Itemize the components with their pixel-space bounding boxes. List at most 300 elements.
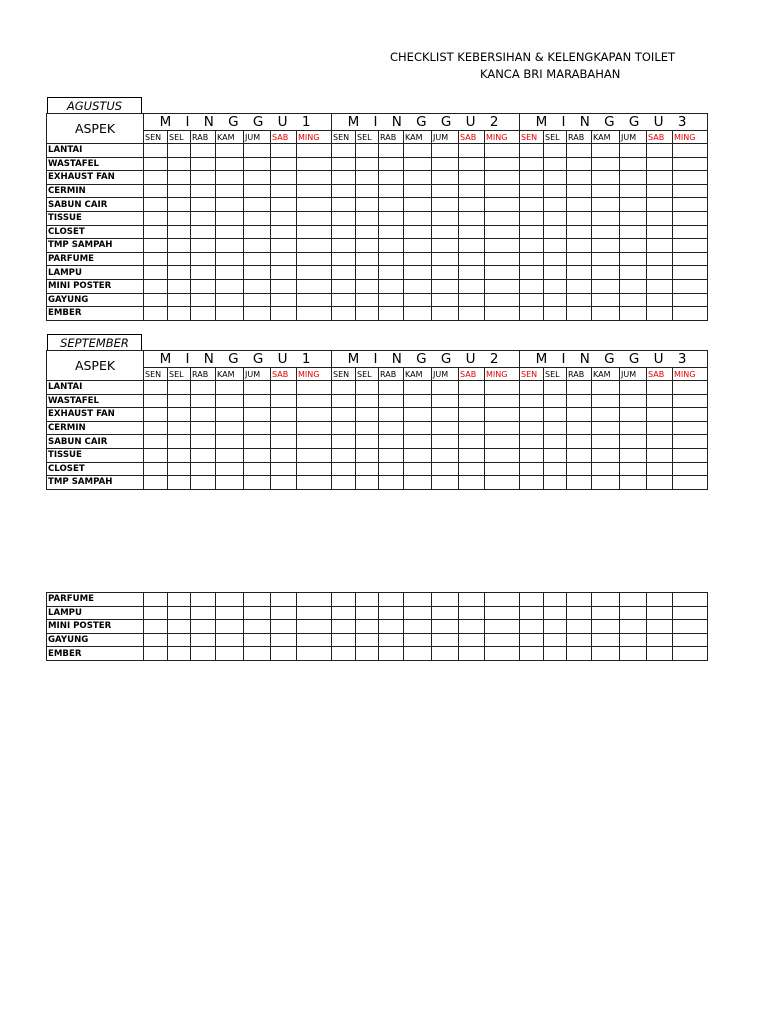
check-cell[interactable] [244,408,271,422]
check-cell[interactable] [647,279,673,293]
check-cell[interactable] [404,633,432,647]
check-cell[interactable] [271,184,297,198]
check-cell[interactable] [459,279,485,293]
check-cell[interactable] [567,266,592,280]
check-cell[interactable] [216,184,244,198]
check-cell[interactable] [592,144,620,158]
check-cell[interactable] [647,293,673,307]
check-cell[interactable] [216,293,244,307]
check-cell[interactable] [244,266,271,280]
check-cell[interactable] [485,279,520,293]
check-cell[interactable] [673,225,708,239]
check-cell[interactable] [485,435,520,449]
check-cell[interactable] [297,647,332,661]
check-cell[interactable] [544,157,567,171]
check-cell[interactable] [144,279,168,293]
check-cell[interactable] [191,408,216,422]
check-cell[interactable] [144,144,168,158]
check-cell[interactable] [356,647,379,661]
check-cell[interactable] [485,157,520,171]
check-cell[interactable] [459,293,485,307]
check-cell[interactable] [216,198,244,212]
check-cell[interactable] [191,144,216,158]
check-cell[interactable] [673,279,708,293]
check-cell[interactable] [620,279,647,293]
check-cell[interactable] [520,157,544,171]
check-cell[interactable] [332,279,356,293]
check-cell[interactable] [485,239,520,253]
check-cell[interactable] [191,593,216,607]
check-cell[interactable] [620,266,647,280]
check-cell[interactable] [485,184,520,198]
check-cell[interactable] [191,225,216,239]
check-cell[interactable] [332,307,356,321]
check-cell[interactable] [520,606,544,620]
check-cell[interactable] [459,239,485,253]
check-cell[interactable] [168,448,191,462]
check-cell[interactable] [271,421,297,435]
check-cell[interactable] [432,184,459,198]
check-cell[interactable] [520,144,544,158]
check-cell[interactable] [432,225,459,239]
check-cell[interactable] [216,421,244,435]
check-cell[interactable] [520,171,544,185]
check-cell[interactable] [271,279,297,293]
check-cell[interactable] [620,633,647,647]
check-cell[interactable] [432,647,459,661]
check-cell[interactable] [168,239,191,253]
check-cell[interactable] [673,435,708,449]
check-cell[interactable] [244,381,271,395]
check-cell[interactable] [244,144,271,158]
check-cell[interactable] [244,394,271,408]
check-cell[interactable] [271,435,297,449]
check-cell[interactable] [647,184,673,198]
check-cell[interactable] [168,647,191,661]
check-cell[interactable] [620,435,647,449]
check-cell[interactable] [216,620,244,634]
check-cell[interactable] [673,184,708,198]
check-cell[interactable] [592,293,620,307]
check-cell[interactable] [673,394,708,408]
check-cell[interactable] [297,381,332,395]
check-cell[interactable] [592,476,620,490]
check-cell[interactable] [567,211,592,225]
check-cell[interactable] [647,266,673,280]
check-cell[interactable] [404,462,432,476]
check-cell[interactable] [459,211,485,225]
check-cell[interactable] [379,144,404,158]
check-cell[interactable] [356,435,379,449]
check-cell[interactable] [647,421,673,435]
check-cell[interactable] [191,647,216,661]
check-cell[interactable] [332,421,356,435]
check-cell[interactable] [520,647,544,661]
check-cell[interactable] [485,211,520,225]
check-cell[interactable] [271,211,297,225]
check-cell[interactable] [297,593,332,607]
check-cell[interactable] [432,381,459,395]
check-cell[interactable] [191,476,216,490]
check-cell[interactable] [485,633,520,647]
check-cell[interactable] [620,252,647,266]
check-cell[interactable] [271,633,297,647]
check-cell[interactable] [191,620,216,634]
check-cell[interactable] [191,279,216,293]
check-cell[interactable] [168,266,191,280]
check-cell[interactable] [544,239,567,253]
check-cell[interactable] [168,633,191,647]
check-cell[interactable] [520,293,544,307]
check-cell[interactable] [332,435,356,449]
check-cell[interactable] [332,647,356,661]
check-cell[interactable] [432,211,459,225]
check-cell[interactable] [544,606,567,620]
check-cell[interactable] [647,307,673,321]
check-cell[interactable] [379,421,404,435]
check-cell[interactable] [356,184,379,198]
check-cell[interactable] [144,252,168,266]
check-cell[interactable] [144,408,168,422]
check-cell[interactable] [673,266,708,280]
check-cell[interactable] [544,144,567,158]
check-cell[interactable] [485,593,520,607]
check-cell[interactable] [332,620,356,634]
check-cell[interactable] [379,307,404,321]
check-cell[interactable] [592,252,620,266]
check-cell[interactable] [332,606,356,620]
check-cell[interactable] [485,198,520,212]
check-cell[interactable] [356,421,379,435]
check-cell[interactable] [216,408,244,422]
check-cell[interactable] [216,211,244,225]
check-cell[interactable] [432,408,459,422]
check-cell[interactable] [191,633,216,647]
check-cell[interactable] [432,606,459,620]
check-cell[interactable] [592,448,620,462]
check-cell[interactable] [673,293,708,307]
check-cell[interactable] [356,593,379,607]
check-cell[interactable] [356,239,379,253]
check-cell[interactable] [567,606,592,620]
check-cell[interactable] [271,252,297,266]
check-cell[interactable] [485,408,520,422]
check-cell[interactable] [544,381,567,395]
check-cell[interactable] [485,606,520,620]
check-cell[interactable] [244,620,271,634]
check-cell[interactable] [592,381,620,395]
check-cell[interactable] [356,225,379,239]
check-cell[interactable] [673,462,708,476]
check-cell[interactable] [647,144,673,158]
check-cell[interactable] [567,435,592,449]
check-cell[interactable] [297,293,332,307]
check-cell[interactable] [432,593,459,607]
check-cell[interactable] [332,171,356,185]
check-cell[interactable] [191,435,216,449]
check-cell[interactable] [404,593,432,607]
check-cell[interactable] [432,279,459,293]
check-cell[interactable] [432,394,459,408]
check-cell[interactable] [485,462,520,476]
check-cell[interactable] [297,198,332,212]
check-cell[interactable] [356,381,379,395]
check-cell[interactable] [620,421,647,435]
check-cell[interactable] [404,279,432,293]
check-cell[interactable] [356,476,379,490]
check-cell[interactable] [379,239,404,253]
check-cell[interactable] [379,279,404,293]
check-cell[interactable] [271,462,297,476]
check-cell[interactable] [168,435,191,449]
check-cell[interactable] [379,408,404,422]
check-cell[interactable] [379,606,404,620]
check-cell[interactable] [216,171,244,185]
check-cell[interactable] [567,620,592,634]
check-cell[interactable] [404,171,432,185]
check-cell[interactable] [168,408,191,422]
check-cell[interactable] [271,647,297,661]
check-cell[interactable] [168,225,191,239]
check-cell[interactable] [620,293,647,307]
check-cell[interactable] [404,184,432,198]
check-cell[interactable] [144,476,168,490]
check-cell[interactable] [216,435,244,449]
check-cell[interactable] [404,157,432,171]
check-cell[interactable] [673,421,708,435]
check-cell[interactable] [379,633,404,647]
check-cell[interactable] [244,476,271,490]
check-cell[interactable] [567,381,592,395]
check-cell[interactable] [332,211,356,225]
check-cell[interactable] [520,394,544,408]
check-cell[interactable] [620,408,647,422]
check-cell[interactable] [520,211,544,225]
check-cell[interactable] [592,307,620,321]
check-cell[interactable] [567,593,592,607]
check-cell[interactable] [297,448,332,462]
check-cell[interactable] [144,184,168,198]
check-cell[interactable] [144,394,168,408]
check-cell[interactable] [271,157,297,171]
check-cell[interactable] [356,211,379,225]
check-cell[interactable] [379,171,404,185]
check-cell[interactable] [485,448,520,462]
check-cell[interactable] [332,408,356,422]
check-cell[interactable] [379,198,404,212]
check-cell[interactable] [297,266,332,280]
check-cell[interactable] [544,184,567,198]
check-cell[interactable] [432,239,459,253]
check-cell[interactable] [432,157,459,171]
check-cell[interactable] [216,381,244,395]
check-cell[interactable] [544,394,567,408]
check-cell[interactable] [168,184,191,198]
check-cell[interactable] [647,476,673,490]
check-cell[interactable] [520,198,544,212]
check-cell[interactable] [379,252,404,266]
check-cell[interactable] [485,394,520,408]
check-cell[interactable] [297,462,332,476]
check-cell[interactable] [404,198,432,212]
check-cell[interactable] [191,184,216,198]
check-cell[interactable] [544,252,567,266]
check-cell[interactable] [404,211,432,225]
check-cell[interactable] [332,476,356,490]
check-cell[interactable] [244,421,271,435]
check-cell[interactable] [244,211,271,225]
check-cell[interactable] [485,144,520,158]
check-cell[interactable] [144,307,168,321]
check-cell[interactable] [144,593,168,607]
check-cell[interactable] [567,184,592,198]
check-cell[interactable] [379,593,404,607]
check-cell[interactable] [216,252,244,266]
check-cell[interactable] [332,157,356,171]
check-cell[interactable] [379,476,404,490]
check-cell[interactable] [544,408,567,422]
check-cell[interactable] [592,266,620,280]
check-cell[interactable] [216,476,244,490]
check-cell[interactable] [432,633,459,647]
check-cell[interactable] [404,394,432,408]
check-cell[interactable] [567,421,592,435]
check-cell[interactable] [168,394,191,408]
check-cell[interactable] [271,394,297,408]
check-cell[interactable] [544,435,567,449]
check-cell[interactable] [297,252,332,266]
check-cell[interactable] [168,620,191,634]
check-cell[interactable] [379,157,404,171]
check-cell[interactable] [620,239,647,253]
check-cell[interactable] [520,633,544,647]
check-cell[interactable] [168,307,191,321]
check-cell[interactable] [191,421,216,435]
check-cell[interactable] [459,593,485,607]
check-cell[interactable] [567,144,592,158]
check-cell[interactable] [592,239,620,253]
check-cell[interactable] [647,225,673,239]
check-cell[interactable] [520,620,544,634]
check-cell[interactable] [459,408,485,422]
check-cell[interactable] [191,462,216,476]
check-cell[interactable] [332,266,356,280]
check-cell[interactable] [544,448,567,462]
check-cell[interactable] [620,462,647,476]
check-cell[interactable] [485,171,520,185]
check-cell[interactable] [620,171,647,185]
check-cell[interactable] [520,435,544,449]
check-cell[interactable] [592,647,620,661]
check-cell[interactable] [673,171,708,185]
check-cell[interactable] [485,620,520,634]
check-cell[interactable] [485,225,520,239]
check-cell[interactable] [620,593,647,607]
check-cell[interactable] [459,157,485,171]
check-cell[interactable] [459,184,485,198]
check-cell[interactable] [144,266,168,280]
check-cell[interactable] [144,198,168,212]
check-cell[interactable] [459,421,485,435]
check-cell[interactable] [168,476,191,490]
check-cell[interactable] [592,435,620,449]
check-cell[interactable] [544,620,567,634]
check-cell[interactable] [271,606,297,620]
check-cell[interactable] [432,293,459,307]
check-cell[interactable] [404,408,432,422]
check-cell[interactable] [404,252,432,266]
check-cell[interactable] [647,198,673,212]
check-cell[interactable] [168,144,191,158]
check-cell[interactable] [191,394,216,408]
check-cell[interactable] [379,448,404,462]
check-cell[interactable] [567,279,592,293]
check-cell[interactable] [459,252,485,266]
check-cell[interactable] [379,394,404,408]
check-cell[interactable] [673,476,708,490]
check-cell[interactable] [356,448,379,462]
check-cell[interactable] [332,381,356,395]
check-cell[interactable] [379,620,404,634]
check-cell[interactable] [592,462,620,476]
check-cell[interactable] [592,171,620,185]
check-cell[interactable] [485,647,520,661]
check-cell[interactable] [485,293,520,307]
check-cell[interactable] [356,293,379,307]
check-cell[interactable] [673,252,708,266]
check-cell[interactable] [297,211,332,225]
check-cell[interactable] [544,476,567,490]
check-cell[interactable] [356,606,379,620]
check-cell[interactable] [356,252,379,266]
check-cell[interactable] [544,647,567,661]
check-cell[interactable] [216,157,244,171]
check-cell[interactable] [356,462,379,476]
check-cell[interactable] [673,239,708,253]
check-cell[interactable] [168,421,191,435]
check-cell[interactable] [647,448,673,462]
check-cell[interactable] [432,620,459,634]
check-cell[interactable] [520,279,544,293]
check-cell[interactable] [459,144,485,158]
check-cell[interactable] [673,633,708,647]
check-cell[interactable] [459,394,485,408]
check-cell[interactable] [567,252,592,266]
check-cell[interactable] [673,593,708,607]
check-cell[interactable] [647,620,673,634]
check-cell[interactable] [404,239,432,253]
check-cell[interactable] [244,647,271,661]
check-cell[interactable] [271,293,297,307]
check-cell[interactable] [620,647,647,661]
check-cell[interactable] [168,171,191,185]
check-cell[interactable] [567,198,592,212]
check-cell[interactable] [520,448,544,462]
check-cell[interactable] [271,593,297,607]
check-cell[interactable] [567,462,592,476]
check-cell[interactable] [520,593,544,607]
check-cell[interactable] [144,448,168,462]
check-cell[interactable] [620,606,647,620]
check-cell[interactable] [404,144,432,158]
check-cell[interactable] [297,279,332,293]
check-cell[interactable] [332,239,356,253]
check-cell[interactable] [356,266,379,280]
check-cell[interactable] [216,647,244,661]
check-cell[interactable] [379,266,404,280]
check-cell[interactable] [356,307,379,321]
check-cell[interactable] [673,606,708,620]
